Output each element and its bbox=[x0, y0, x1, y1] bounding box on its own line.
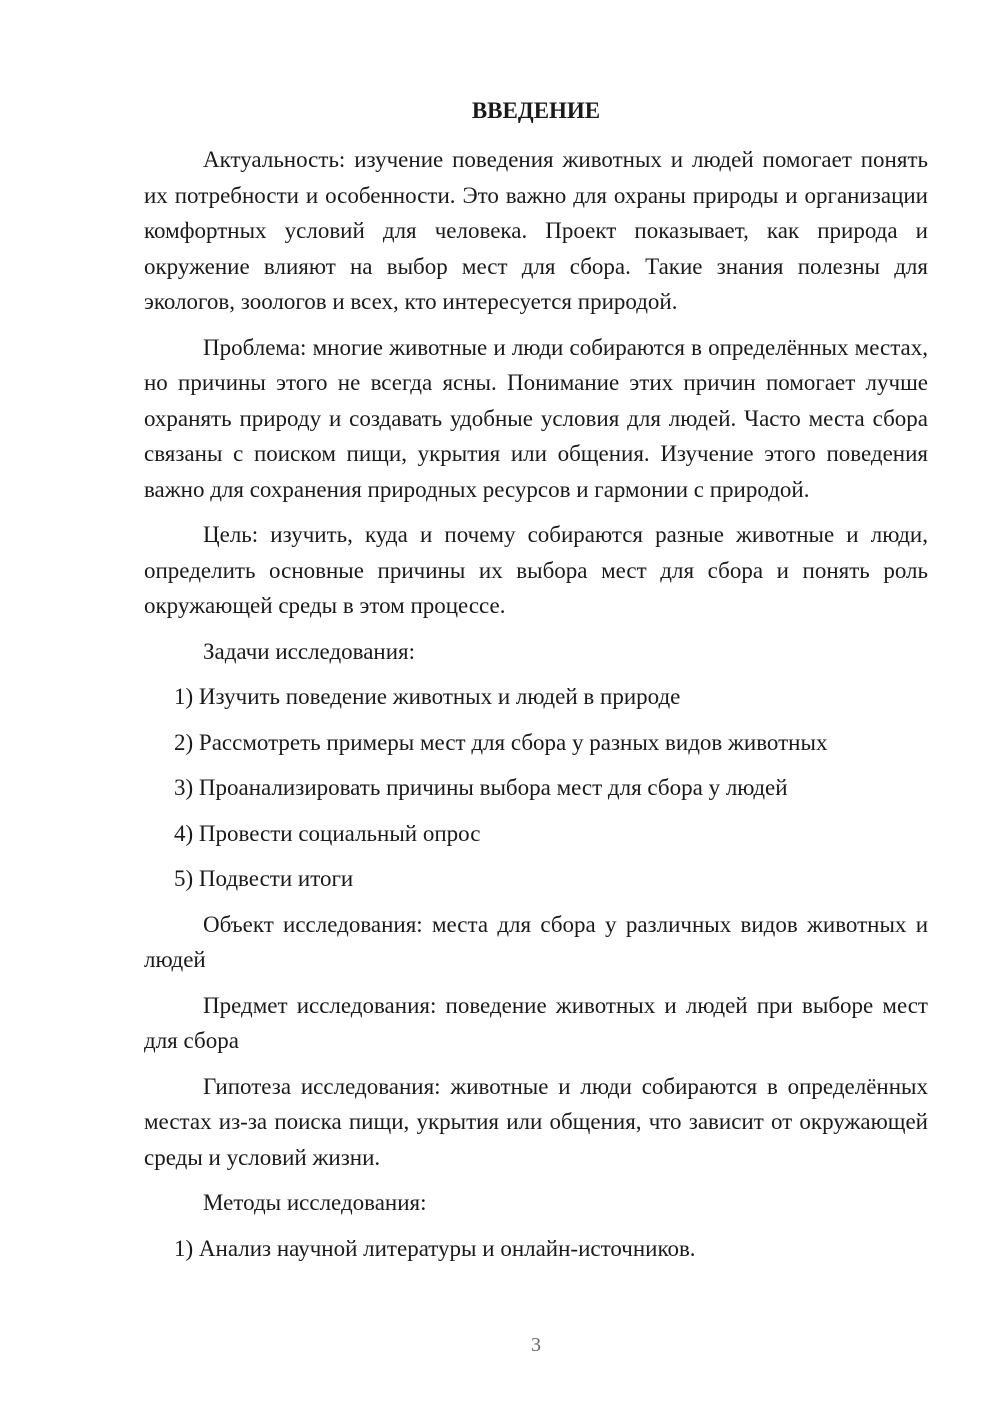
goal-paragraph: Цель: изучить, куда и почему собираются разные животные и люди, определить основные причины их выбора мест для сбора и понять роль окружающей среды в этом процессе. bbox=[144, 522, 928, 618]
subject-paragraph: Предмет исследования: поведение животных и людей при выборе мест для сбора bbox=[144, 992, 928, 1053]
tasks-list bbox=[144, 679, 928, 897]
methods-list bbox=[144, 1231, 928, 1267]
methods-heading: Методы исследования: bbox=[203, 1190, 427, 1215]
document-body bbox=[144, 142, 928, 1276]
page-number: 3 bbox=[531, 1334, 541, 1356]
method-item: 1) Анализ научной литературы и онлайн-источников. bbox=[174, 1235, 696, 1261]
page-title: ВВЕДЕНИЕ bbox=[471, 98, 601, 123]
problem-paragraph: Проблема: многие животные и люди собираются в определённых местах, но причины этого не всегда ясны. Понимание этих причин помогает лучше охранять природу и создавать удобные условия для людей. Часто места сбора связаны с поиском пищи, укрытия или общения. Изучение этого поведения важно для сохранения природных ресурсов и гармонии с природой. bbox=[144, 334, 928, 502]
task-item: 1) Изучить поведение животных и людей в природе bbox=[174, 684, 681, 709]
tasks-heading: Задачи исследования: bbox=[203, 638, 416, 664]
task-item: 3) Проанализировать причины выбора мест для сбора у людей bbox=[174, 775, 788, 800]
task-item: 5) Подвести итоги bbox=[174, 866, 354, 891]
task-item: 2) Рассмотреть примеры мест для сбора у разных видов животных bbox=[174, 729, 828, 755]
hypothesis-paragraph: Гипотеза исследования: животные и люди собираются в определённых местах из-за поиска пищи, укрытия или общения, что зависит от окружающей среды и условий жизни. bbox=[144, 1073, 928, 1170]
object-paragraph: Объект исследования: места для сбора у различных видов животных и людей bbox=[144, 911, 928, 972]
relevance-paragraph: Актуальность: изучение поведения животных и людей помогает понять их потребности и особенности. Это важно для охраны природы и организации комфортных условий для человека. Проект показывает, как природа и окружение влияют на выбор мест для сбора. Такие знания полезны для экологов, зоологов и всех, кто интересуется природой. bbox=[144, 147, 928, 314]
task-item: 4) Провести социальный опрос bbox=[174, 820, 481, 846]
